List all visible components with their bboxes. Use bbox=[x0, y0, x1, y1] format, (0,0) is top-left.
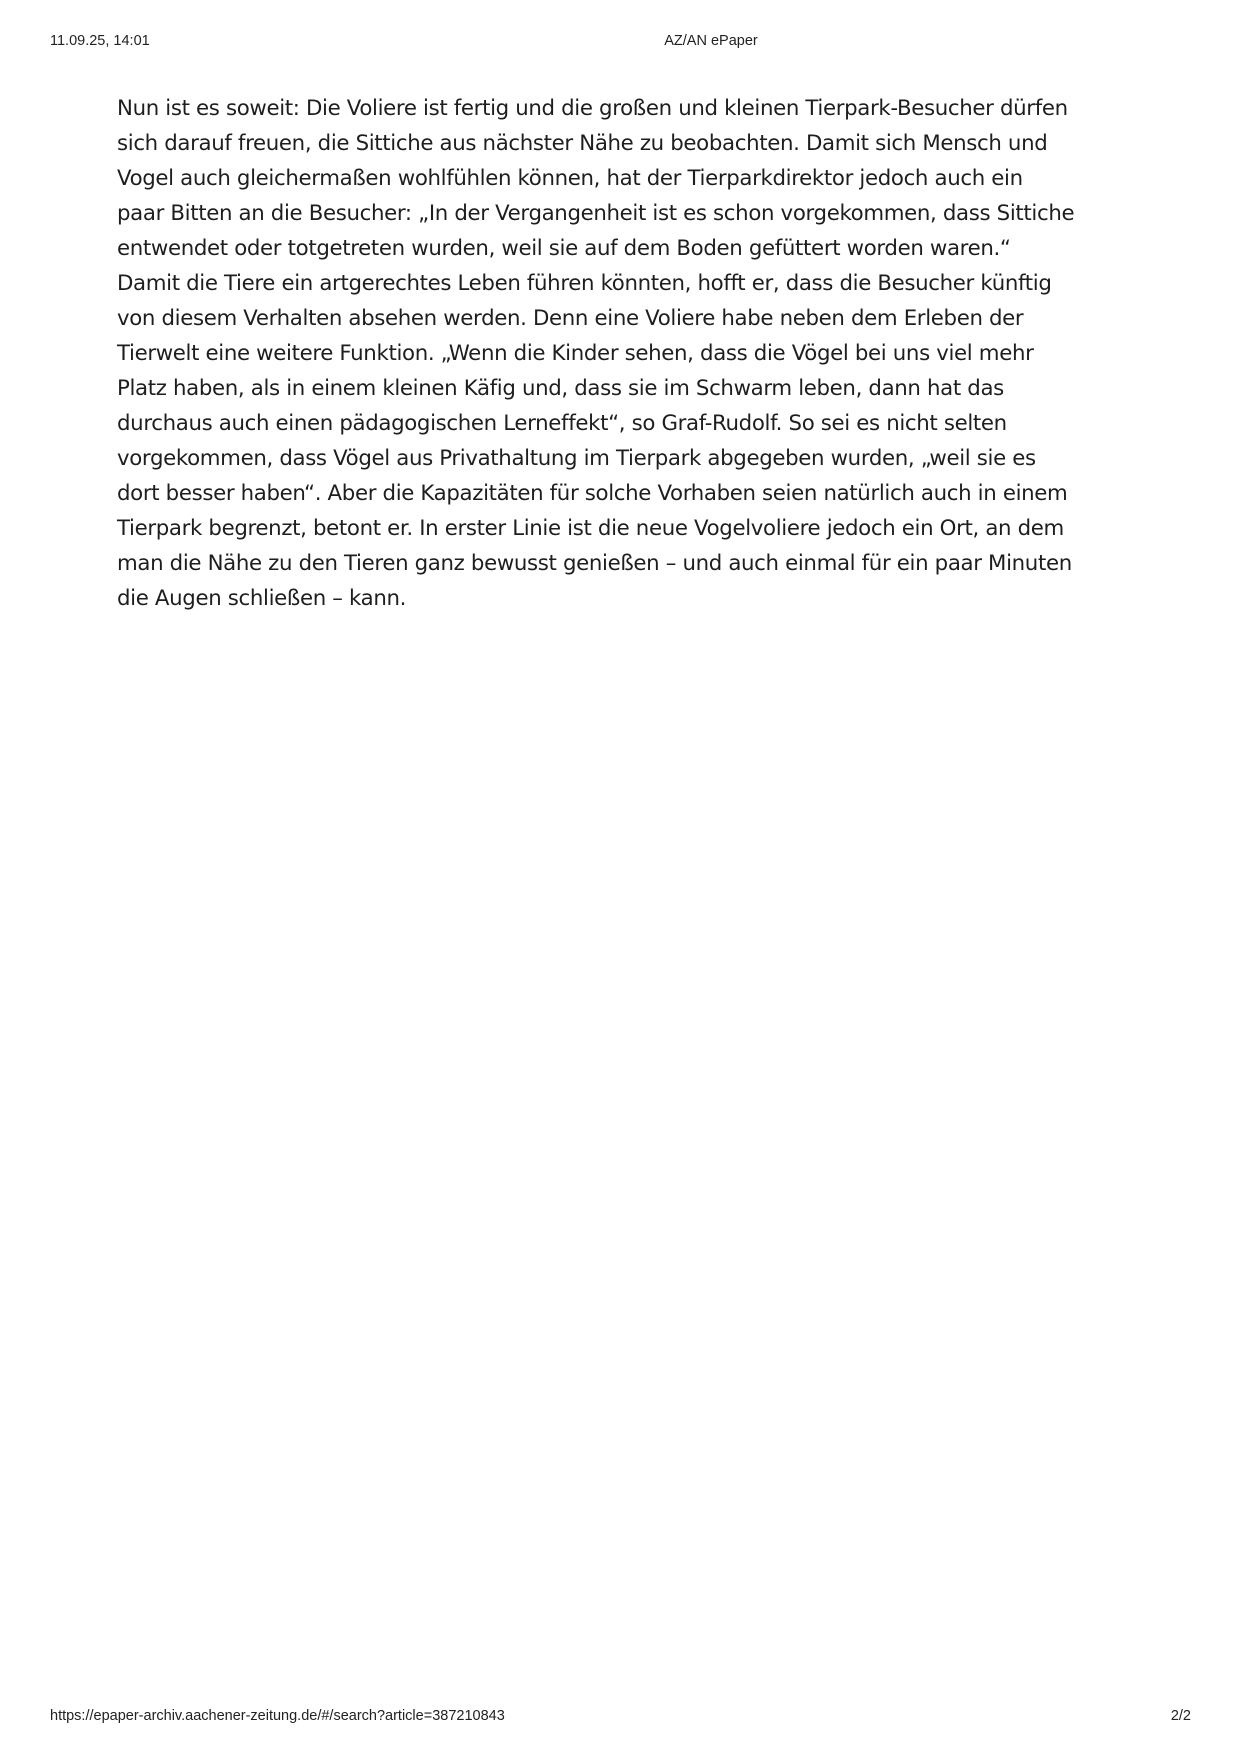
article-line: Damit die Tiere ein artgerechtes Leben führen könnten, hofft er, dass die Besucher künftig bbox=[117, 271, 1052, 296]
article-line: Tierwelt eine weitere Funktion. „Wenn die Kinder sehen, dass die Vögel bei uns viel mehr bbox=[117, 341, 1034, 366]
article-line: Platz haben, als in einem kleinen Käfig und, dass sie im Schwarm leben, dann hat das bbox=[117, 376, 1004, 401]
article-line: dort besser haben“. Aber die Kapazitäten für solche Vorhaben seien natürlich auch in einem bbox=[117, 481, 1068, 506]
print-footer-page-number: 2/2 bbox=[1170, 1708, 1191, 1724]
article-line: Tierpark begrenzt, betont er. In erster Linie ist die neue Vogelvoliere jedoch ein Ort, an dem bbox=[117, 516, 1064, 541]
article-line: paar Bitten an die Besucher: „In der Vergangenheit ist es schon vorgekommen, dass Sittiche bbox=[117, 201, 1075, 226]
article-line: sich darauf freuen, die Sittiche aus nächster Nähe zu beobachten. Damit sich Mensch und bbox=[117, 131, 1048, 156]
article-line: von diesem Verhalten absehen werden. Denn eine Voliere habe neben dem Erleben der bbox=[117, 306, 1024, 331]
article-line: durchaus auch einen pädagogischen Lerneffekt“, so Graf-Rudolf. So sei es nicht selten bbox=[117, 411, 1007, 436]
article-line: entwendet oder totgetreten wurden, weil sie auf dem Boden gefüttert worden waren.“ bbox=[117, 236, 1011, 261]
article-line: Vogel auch gleichermaßen wohlfühlen können, hat der Tierparkdirektor jedoch auch ein bbox=[117, 166, 1023, 191]
print-header-title: AZ/AN ePaper bbox=[664, 33, 758, 49]
article-line: man die Nähe zu den Tieren ganz bewusst genießen – und auch einmal für ein paar Minuten bbox=[117, 551, 1072, 576]
article-line: vorgekommen, dass Vögel aus Privathaltung im Tierpark abgegeben wurden, „weil sie es bbox=[117, 446, 1036, 471]
print-footer-url: https://epaper-archiv.aachener-zeitung.de/#/search?article=387210843 bbox=[50, 1708, 505, 1724]
print-header-datetime: 11.09.25, 14:01 bbox=[50, 33, 150, 49]
article-body bbox=[117, 91, 1137, 616]
article-line: die Augen schließen – kann. bbox=[117, 586, 407, 611]
article-line: Nun ist es soweit: Die Voliere ist fertig und die großen und kleinen Tierpark-Besucher dürfen bbox=[117, 96, 1068, 121]
